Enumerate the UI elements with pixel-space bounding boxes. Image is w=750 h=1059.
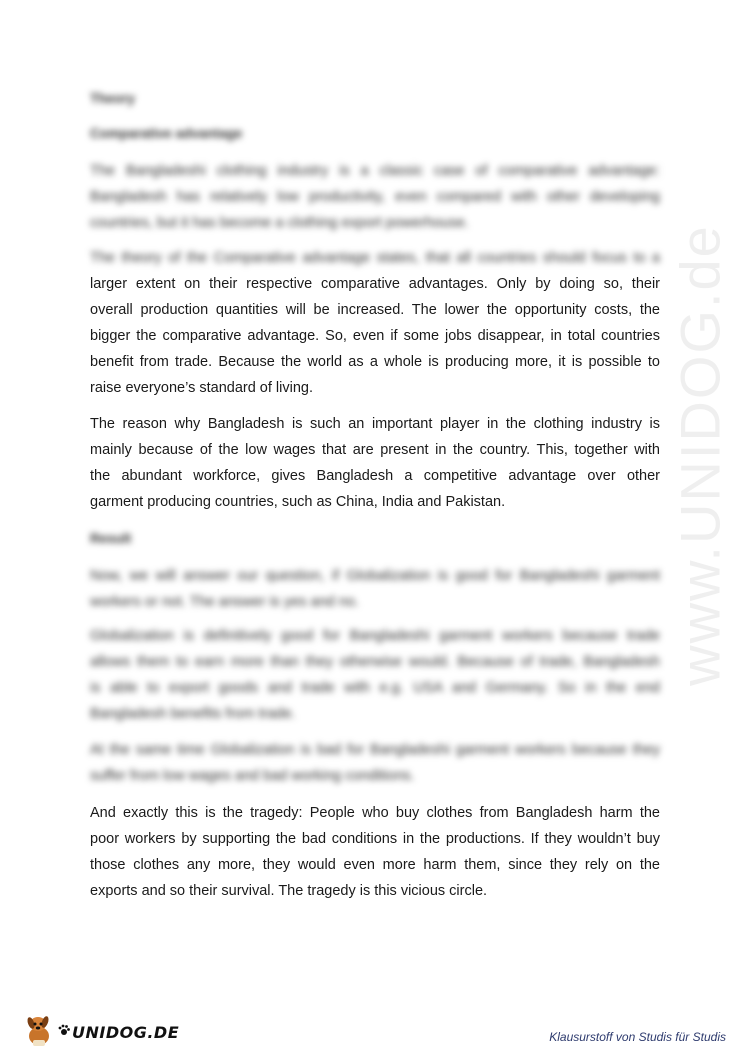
result-paragraph-4	[90, 800, 660, 904]
result-paragraph-3	[90, 737, 660, 789]
logo-text: UNIDOG.DE	[72, 1022, 180, 1042]
theory-paragraph-2	[90, 245, 660, 401]
dog-mascot-icon	[22, 1012, 56, 1053]
text-line: The reason why Bangladesh is such an important player in the clothing industry is	[90, 416, 660, 432]
watermark: www.UNIDOG.de	[668, 224, 732, 686]
text-line: workers or not. The answer is yes and no.	[90, 594, 359, 610]
text-line: mainly because of the low wages that are present in the country. This, together with	[90, 442, 660, 458]
theory-paragraph-1	[90, 158, 660, 236]
text-line: The theory of the Comparative advantage states, that all countries should focus to a	[90, 250, 660, 266]
text-line: countries, but it has become a clothing export powerhouse.	[90, 215, 469, 231]
result-heading: Result	[90, 531, 132, 546]
text-line: overall production quantities will be increased. The lower the opportunity costs, the	[90, 302, 660, 318]
text-line: suffer from low wages and bad working conditions.	[90, 768, 415, 784]
text-line: Bangladesh has relatively low productivity, even compared with other developing	[90, 189, 660, 205]
theory-paragraph-3	[90, 411, 660, 515]
text-line: garment producing countries, such as China, India and Pakistan.	[90, 494, 506, 510]
text-line: the abundant workforce, gives Bangladesh a competitive advantage over other	[90, 468, 660, 484]
text-line: poor workers by supporting the bad conditions in the productions. If they wouldn’t buy	[90, 831, 660, 847]
text-line: allows them to earn more than they otherwise would. Because of trade, Bangladesh	[90, 654, 660, 670]
result-paragraph-1	[90, 563, 660, 615]
text-line: benefit from trade. Because the world as a whole is producing more, it is possible to	[90, 354, 660, 370]
text-line: The Bangladeshi clothing industry is a classic case of comparative advantage:	[90, 163, 660, 179]
text-line: At the same time Globalization is bad for Bangladeshi garment workers because they	[90, 742, 660, 758]
text-line: larger extent on their respective comparative advantages. Only by doing so, their	[90, 276, 660, 292]
paw-icon	[58, 1023, 70, 1041]
comparative-advantage-subheading: Comparative advantage	[90, 126, 243, 141]
text-line: those clothes any more, they would even more harm them, since they rely on the	[90, 857, 660, 873]
text-line: And exactly this is the tragedy: People who buy clothes from Bangladesh harm the	[90, 805, 660, 821]
text-line: exports and so their survival. The tragedy is this vicious circle.	[90, 883, 488, 899]
text-line: Now, we will answer our question, if Globalization is good for Bangladeshi garment	[90, 568, 660, 584]
text-line: raise everyone’s standard of living.	[90, 380, 313, 396]
theory-heading: Theory	[90, 91, 136, 106]
text-line: Bangladesh benefits from trade.	[90, 706, 296, 722]
text-line: Globalization is definitively good for Bangladeshi garment workers because trade	[90, 628, 660, 644]
text-line: is able to export goods and trade with e.g. USA and Germany. So in the end	[90, 680, 660, 696]
unidog-logo[interactable]	[22, 1012, 179, 1052]
footer-tagline: Klausurstoff von Studis für Studis	[549, 1030, 726, 1044]
text-line: bigger the comparative advantage. So, even if some jobs disappear, in total countries	[90, 328, 660, 344]
result-paragraph-2	[90, 623, 660, 727]
